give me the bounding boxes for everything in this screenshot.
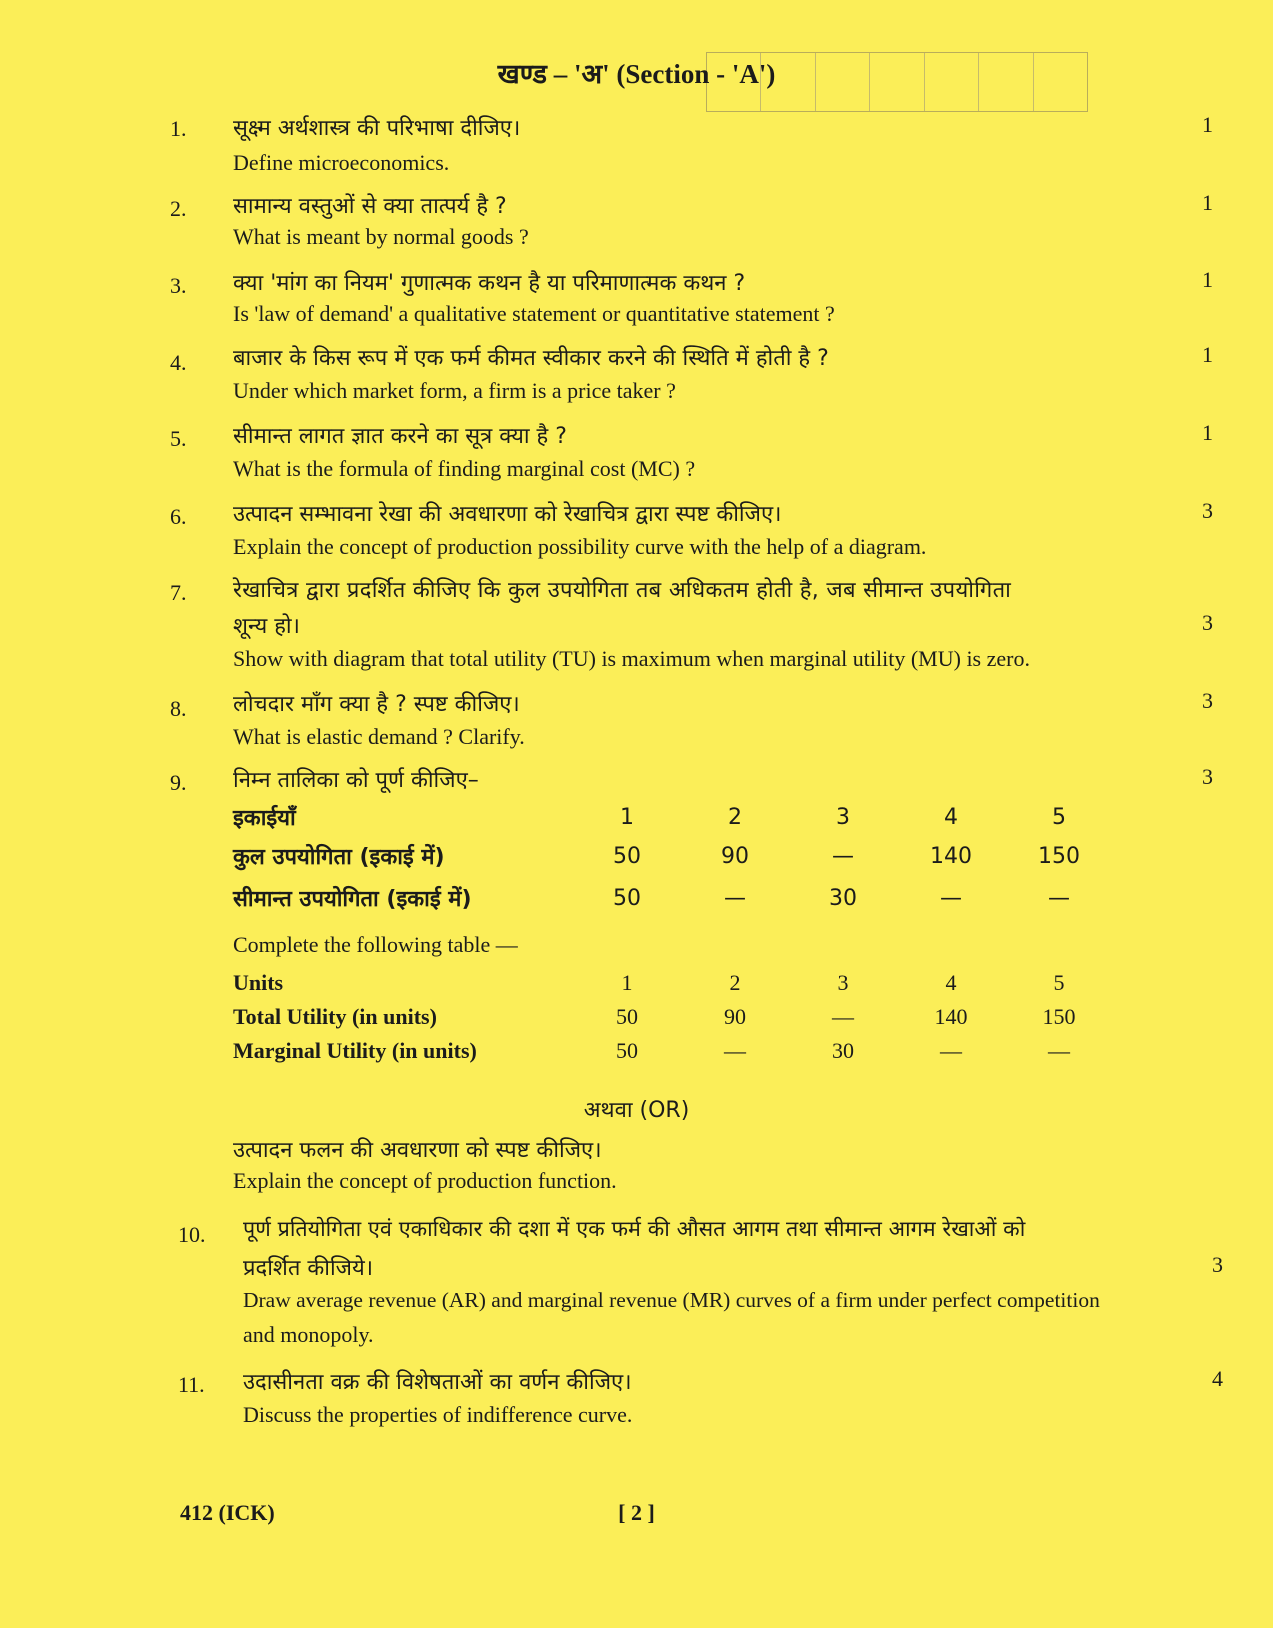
question-number: 8.: [170, 696, 187, 721]
question-marks: 1: [1202, 112, 1213, 137]
question-marks: 4: [1212, 1366, 1223, 1391]
table-cell: 4: [944, 804, 958, 830]
question-english: Show with diagram that total utility (TU) is maximum when marginal utility (MU) is zero.: [233, 646, 1030, 671]
table-cell: —: [832, 1004, 854, 1029]
question-hindi: पूर्ण प्रतियोगिता एवं एकाधिकार की दशा में एक फर्म की औसत आगम तथा सीमान्त आगम रेखाओं को: [243, 1217, 1026, 1242]
question-english: Explain the concept of production function.: [233, 1168, 617, 1193]
table-cell: 30: [832, 1038, 854, 1063]
section-title: खण्ड – 'अ' (Section - 'A'): [497, 59, 776, 89]
question-english-continued: and monopoly.: [243, 1322, 374, 1347]
table-cell: 90: [721, 843, 749, 869]
question-marks: 3: [1202, 498, 1213, 523]
paper-code: 412 (ICK): [180, 1500, 275, 1525]
table-cell: —: [724, 885, 746, 911]
question-number: 4.: [170, 350, 187, 375]
table-cell: 3: [837, 970, 849, 995]
question-english: Under which market form, a firm is a price taker ?: [233, 378, 676, 403]
question-hindi: लोचदार माँग क्या है ? स्पष्ट कीजिए।: [233, 692, 520, 717]
question-marks: 1: [1202, 420, 1213, 445]
row-label: Marginal Utility (in units): [233, 1038, 477, 1063]
table-row: [233, 1034, 1113, 1068]
question-hindi: निम्न तालिका को पूर्ण कीजिए–: [233, 768, 479, 793]
question-english: What is meant by normal goods ?: [233, 224, 529, 249]
question-number: 6.: [170, 504, 187, 529]
utility-table-english: [233, 966, 1113, 1068]
table-cell: 150: [1038, 843, 1080, 869]
question-hindi: उदासीनता वक्र की विशेषताओं का वर्णन कीजिए।: [243, 1370, 632, 1395]
question-english: What is elastic demand ? Clarify.: [233, 724, 525, 749]
question-hindi: सीमान्त लागत ज्ञात करने का सूत्र क्या है ?: [233, 424, 567, 449]
table-cell: 1: [621, 970, 633, 995]
question-marks: 1: [1202, 267, 1213, 292]
table-cell: —: [832, 843, 854, 869]
table-cell: —: [1048, 1038, 1070, 1063]
or-divider: अथवा (OR): [583, 1098, 690, 1123]
table-row: [233, 800, 1113, 834]
table-cell: 50: [613, 885, 641, 911]
question-number: 3.: [170, 273, 187, 298]
question-hindi: बाजार के किस रूप में एक फर्म कीमत स्वीकार करने की स्थिति में होती है ?: [233, 346, 829, 371]
table-cell: —: [1048, 885, 1070, 911]
row-label: इकाईयाँ: [233, 806, 296, 831]
table-cell: 50: [616, 1004, 638, 1029]
table-row: [233, 834, 1113, 878]
question-english: Draw average revenue (AR) and marginal revenue (MR) curves of a firm under perfect competition: [243, 1288, 1100, 1312]
question-english: What is the formula of finding marginal cost (MC) ?: [233, 456, 696, 481]
question-marks: 3: [1212, 1252, 1223, 1277]
question-number: 2.: [170, 196, 187, 221]
question-hindi: सूक्ष्म अर्थशास्त्र की परिभाषा दीजिए।: [233, 116, 521, 141]
utility-table-hindi: [233, 800, 1113, 918]
table-row: [233, 966, 1113, 1000]
question-hindi: क्या 'मांग का नियम' गुणात्मक कथन है या परिमाणात्मक कथन ?: [233, 271, 746, 296]
row-label: सीमान्त उपयोगिता (इकाई में): [233, 887, 472, 912]
question-marks: 1: [1202, 190, 1213, 215]
table-cell: 30: [829, 885, 857, 911]
table-cell: 3: [836, 804, 850, 830]
question-number: 1.: [170, 116, 187, 141]
question-english: Explain the concept of production possibility curve with the help of a diagram.: [233, 534, 927, 559]
question-hindi: उत्पादन सम्भावना रेखा की अवधारणा को रेखाचित्र द्वारा स्पष्ट कीजिए।: [233, 502, 782, 527]
page-number: [ 2 ]: [618, 1500, 655, 1525]
question-english: Discuss the properties of indifference curve.: [243, 1402, 633, 1427]
question-9-english: Complete the following table —: [233, 932, 518, 957]
table-cell: 2: [728, 804, 742, 830]
question-number: 10.: [178, 1222, 206, 1247]
table-cell: 50: [613, 843, 641, 869]
question-marks: 3: [1202, 764, 1213, 789]
question-hindi-continued: शून्य हो।: [233, 614, 300, 639]
question-number: 5.: [170, 426, 187, 451]
question-marks: 3: [1202, 688, 1213, 713]
table-cell: —: [940, 885, 962, 911]
question-hindi: उत्पादन फलन की अवधारणा को स्पष्ट कीजिए।: [233, 1138, 602, 1163]
table-cell: —: [940, 1038, 962, 1063]
table-cell: 50: [616, 1038, 638, 1063]
question-english: Define microeconomics.: [233, 150, 450, 175]
question-english: Is 'law of demand' a qualitative statement or quantitative statement ?: [233, 301, 835, 326]
table-cell: 5: [1052, 804, 1066, 830]
question-hindi: रेखाचित्र द्वारा प्रदर्शित कीजिए कि कुल उपयोगिता तब अधिकतम होती है, जब सीमान्त उपयोगिता: [233, 578, 1012, 603]
table-row: [233, 1000, 1113, 1034]
table-cell: —: [724, 1038, 746, 1063]
question-hindi-continued: प्रदर्शित कीजिये।: [243, 1256, 374, 1281]
row-label: Units: [233, 970, 284, 995]
table-cell: 140: [930, 843, 972, 869]
question-number: 11.: [178, 1372, 205, 1397]
table-cell: 5: [1053, 970, 1065, 995]
table-cell: 140: [934, 1004, 968, 1029]
row-label: कुल उपयोगिता (इकाई में): [233, 845, 445, 870]
question-marks: 3: [1202, 610, 1213, 635]
question-number: 7.: [170, 580, 187, 605]
table-cell: 90: [724, 1004, 746, 1029]
table-cell: 1: [620, 804, 634, 830]
question-marks: 1: [1202, 342, 1213, 367]
table-row: [233, 878, 1113, 918]
table-cell: 4: [945, 970, 957, 995]
table-cell: 150: [1042, 1004, 1076, 1029]
question-number: 9.: [170, 770, 187, 795]
row-label: Total Utility (in units): [233, 1004, 437, 1029]
question-hindi: सामान्य वस्तुओं से क्या तात्पर्य है ?: [233, 194, 507, 219]
table-cell: 2: [729, 970, 741, 995]
